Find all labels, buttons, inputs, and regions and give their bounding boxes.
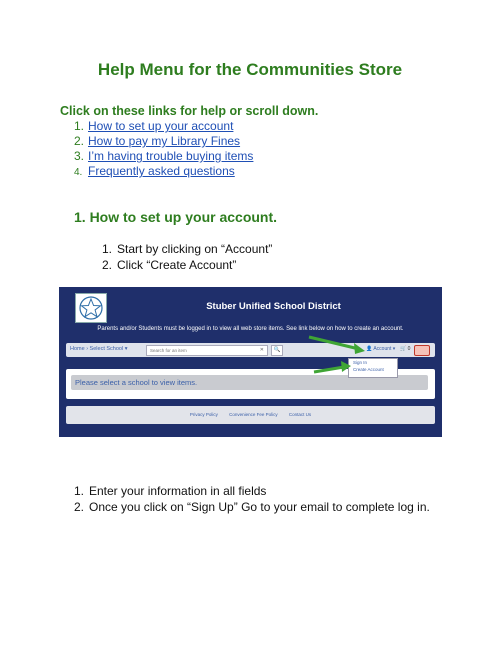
toc-item: 3. I’m having trouble buying items <box>74 149 254 163</box>
cart-highlight-badge <box>414 345 430 356</box>
account-dropdown <box>348 358 398 378</box>
page-title: Help Menu for the Communities Store <box>97 60 403 79</box>
step-item: 1. Start by clicking on “Account” <box>102 242 273 256</box>
select-school-alert: Please select a school to view items. <box>71 375 428 390</box>
store-footer <box>66 406 435 424</box>
sign-in-item[interactable]: Sign In <box>353 360 368 365</box>
star-icon <box>76 294 106 322</box>
toc-item: 2. How to pay my Library Fines <box>74 134 241 148</box>
store-navbar <box>66 343 435 357</box>
toc-item: 4. Frequently asked questions <box>74 164 235 178</box>
section-heading-setup-account: 1. How to set up your account. <box>74 209 278 225</box>
district-name: Stuber Unified School District <box>206 301 341 312</box>
store-screenshot <box>59 287 442 437</box>
toc-link-setup-account[interactable]: How to set up your account <box>88 119 234 133</box>
district-logo <box>75 293 107 323</box>
account-menu[interactable]: 👤 Account ▾ <box>366 346 396 352</box>
cart-icon[interactable]: 🛒 0 <box>400 346 411 352</box>
create-account-item[interactable]: Create Account <box>353 367 384 372</box>
intro-text: Click on these links for help or scroll down. <box>60 104 319 118</box>
contact-us-link[interactable]: Contact Us <box>288 412 312 417</box>
clear-icon[interactable]: ✕ <box>259 347 264 353</box>
toc-link-library-fines[interactable]: How to pay my Library Fines <box>88 134 241 148</box>
privacy-policy-link[interactable]: Privacy Policy <box>189 412 218 417</box>
step-item: 2. Click “Create Account” <box>102 258 237 272</box>
breadcrumb[interactable]: Home › Select School ▾ <box>70 346 128 352</box>
search-input[interactable] <box>147 346 253 355</box>
setup-steps <box>102 241 272 273</box>
signup-steps <box>74 483 430 515</box>
login-notice: Parents and/or Students must be logged in to view all web store items. See link below on how to create an account. <box>97 326 404 332</box>
table-of-contents <box>74 119 253 180</box>
step-item: 1. Enter your information in all fields <box>74 484 267 498</box>
step-item: 2. Once you click on “Sign Up” Go to your email to complete log in. <box>74 500 430 514</box>
search-button[interactable]: 🔍 <box>271 345 283 356</box>
toc-item: 1. How to set up your account <box>74 119 234 133</box>
convenience-fee-link[interactable]: Convenience Fee Policy <box>229 412 278 417</box>
toc-link-trouble-buying[interactable]: I’m having trouble buying items <box>88 149 254 163</box>
search-box <box>146 345 268 356</box>
toc-link-faq[interactable]: Frequently asked questions <box>88 164 235 178</box>
